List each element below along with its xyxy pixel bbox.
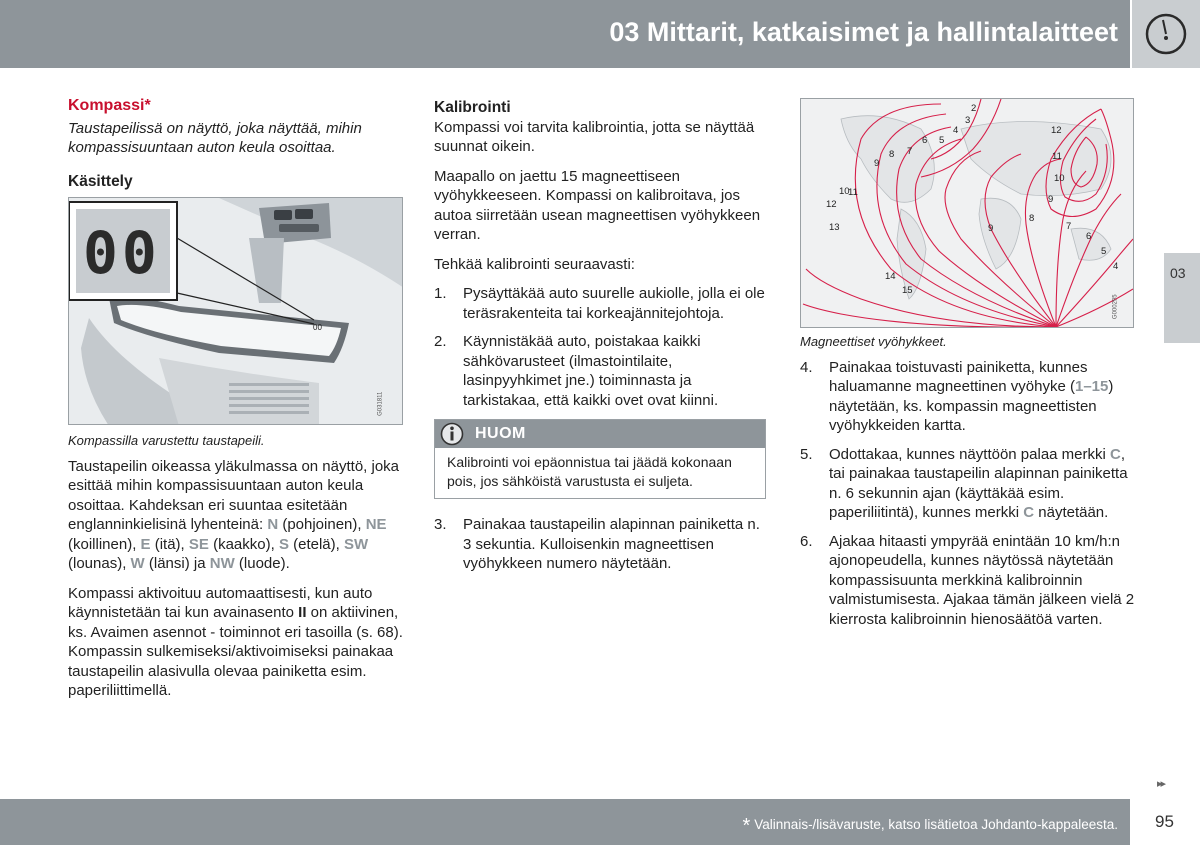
dir-n: N (267, 516, 279, 533)
svg-text:6: 6 (922, 135, 928, 146)
list-item: 1. Pysäyttäkää auto suurelle aukiolle, jolla ei ole teräsrakenteita tai korkeajännitejohtoja. (434, 285, 765, 322)
note-text: Kalibrointi voi epäonnistua tai jäädä kokonaan pois, jos sähköistä varustusta ei suljeta. (447, 454, 732, 489)
key-position-ii: II (298, 604, 307, 621)
note-header (435, 420, 765, 448)
svg-text:4: 4 (953, 125, 959, 136)
list-item: 6. Ajakaa hitaasti ympyrää enintään 10 km/h:n ajonopeudella, kunnes näytössä näytetään kompassisuunta merkkinä kalibroinnin valmistumisesta. Ajakaa tämän jälkeen vielä 2 kierrosta kalibroinnin hienosäätöä varten. (800, 532, 1135, 628)
gauge-icon (1144, 12, 1188, 56)
chapter-side-tab[interactable] (1164, 253, 1200, 343)
calibration-p1: Kompassi voi tarvita kalibrointia, jotta se näyttää suunnat oikein. (434, 118, 755, 155)
svg-text:9: 9 (874, 158, 880, 169)
svg-text:2: 2 (971, 103, 977, 114)
svg-text:3: 3 (965, 115, 971, 126)
calibration-steps-cont (434, 515, 769, 574)
page-number: 95 (1155, 812, 1174, 831)
calibration-p3: Tehkää kalibrointi seuraavasti: (434, 255, 635, 273)
magnetic-zones-figure (800, 98, 1134, 328)
compass-paragraph-directions: Taustapeilin oikeassa yläkulmassa on näyttö, joka esittää mihin kompassisuuntaan auton keula osoittaa. Kahdeksan eri suuntaa esitetään englanninkielisinä lyhenteinä: N (pohjoinen), NE (koillinen), E (itä), SE (kaakko), S (etelä), SW (lounas), W (länsi) ja NW (luode). (68, 457, 400, 572)
dir-e: E (140, 535, 151, 553)
magnetic-zones-map (801, 99, 1134, 328)
dir-w: W (130, 555, 145, 572)
list-item: 5. Odottakaa, kunnes näyttöön palaa merkki C, tai painakaa taustapeilin alapinnan painiketta n. 6 sekunnin ajan (käyttäkää esim. paperiliitintä), kunnes merkki C näytetään. (800, 445, 1128, 521)
calibration-steps-final (800, 358, 1136, 630)
info-icon (439, 422, 465, 446)
svg-text:9: 9 (1048, 194, 1054, 205)
zones-figure-caption: Magneettiset vyöhykkeet. (800, 334, 947, 349)
column-zones (800, 98, 1136, 638)
column-calibration (434, 96, 769, 583)
svg-text:10: 10 (1054, 173, 1065, 184)
svg-text:9: 9 (988, 223, 994, 234)
svg-text:13: 13 (829, 222, 840, 233)
calibration-title: Kalibrointi (434, 99, 511, 116)
svg-text:12: 12 (1051, 125, 1062, 136)
page-footer (0, 799, 1130, 845)
svg-text:11: 11 (848, 187, 858, 198)
list-item: 4. Painakaa toistuvasti painiketta, kunnes haluamanne magneettinen vyöhyke (1–15) näytetään, ks. kompassin magneettisten vyöhykkeiden kartta. (800, 358, 1114, 434)
svg-text:8: 8 (889, 149, 895, 160)
chapter-side-tab-label: 03 (1170, 265, 1186, 281)
dir-sw: SW (343, 535, 369, 553)
svg-text:5: 5 (939, 135, 945, 146)
calibration-p2: Maapallo on jaettu 15 magneettiseen vyöhykkeeseen. Kompassi on kalibroitava, jos autoa siirretään usean magneettisen vyöhykkeen verran. (434, 167, 761, 243)
svg-text:14: 14 (885, 271, 896, 282)
chapter-title: 03 Mittarit, katkaisimet ja hallintalaitteet (609, 17, 1118, 47)
svg-text:6: 6 (1086, 231, 1092, 242)
figure-code: G031811 (377, 391, 384, 416)
svg-text:8: 8 (1029, 213, 1035, 224)
svg-text:4: 4 (1113, 261, 1119, 272)
mark-c: C (1110, 445, 1121, 463)
mirror-small-display: 00 (313, 323, 322, 332)
dir-nw: NW (209, 555, 235, 572)
chapter-icon-box (1132, 0, 1200, 68)
column-compass (68, 96, 404, 711)
svg-text:7: 7 (1066, 221, 1072, 232)
svg-text:10: 10 (839, 186, 850, 197)
compass-title: Kompassi* (68, 97, 151, 114)
page-header (0, 0, 1130, 68)
list-item: 2. Käynnistäkää auto, poistakaa kaikki sähkövarusteet (ilmastointilaite, lasinpyyhkimet jne.) toiminnasta ja tarkistakaa, että kaikki ovet ovat kiinni. (434, 333, 719, 409)
mark-c: C (1023, 504, 1035, 521)
zone-range: 1–15 (1075, 378, 1109, 395)
svg-text:12: 12 (826, 199, 837, 210)
compass-display-text: 00 (83, 219, 161, 287)
dir-ne: NE (365, 516, 387, 533)
note-label: HUOM (475, 425, 526, 442)
compass-paragraph-activation: Kompassi aktivoituu automaattisesti, kun auto käynnistetään tai kun avainasento II on aktiivinen, ks. Avaimen asennot - toiminnot eri tasoilla (s. 68). Kompassin sulkemiseksi/aktivoimiseksi painakaa taustapeilin alasivulla olevaa painiketta esim. paperiliittimellä. (68, 584, 403, 699)
handling-subtitle: Käsittely (68, 172, 133, 190)
note-box (434, 419, 766, 499)
list-item: 3. Painakaa taustapeilin alapinnan painiketta n. 3 sekuntia. Kulloisenkin magneettisen vyöhykkeen numero näytetään. (434, 516, 760, 572)
svg-text:7: 7 (907, 146, 913, 157)
dir-se: SE (188, 535, 209, 553)
svg-text:11: 11 (1052, 151, 1062, 162)
dir-s: S (278, 535, 289, 553)
map-figure-code: G000295 (1112, 294, 1119, 320)
forward-arrow-icon[interactable]: ▸▸ (1157, 778, 1165, 790)
calibration-steps (434, 284, 769, 410)
mirror-figure-caption: Kompassilla varustettu taustapeili. (68, 433, 265, 448)
svg-text:15: 15 (902, 285, 913, 296)
footer-note: * Valinnais-/lisävaruste, katso lisätietoa Johdanto-kappaleesta. (742, 815, 1118, 837)
mirror-figure (68, 197, 403, 425)
compass-intro: Taustapeilissä on näyttö, joka näyttää, mihin kompassisuuntaan auton keula osoittaa. (68, 119, 362, 156)
svg-text:5: 5 (1101, 246, 1107, 257)
